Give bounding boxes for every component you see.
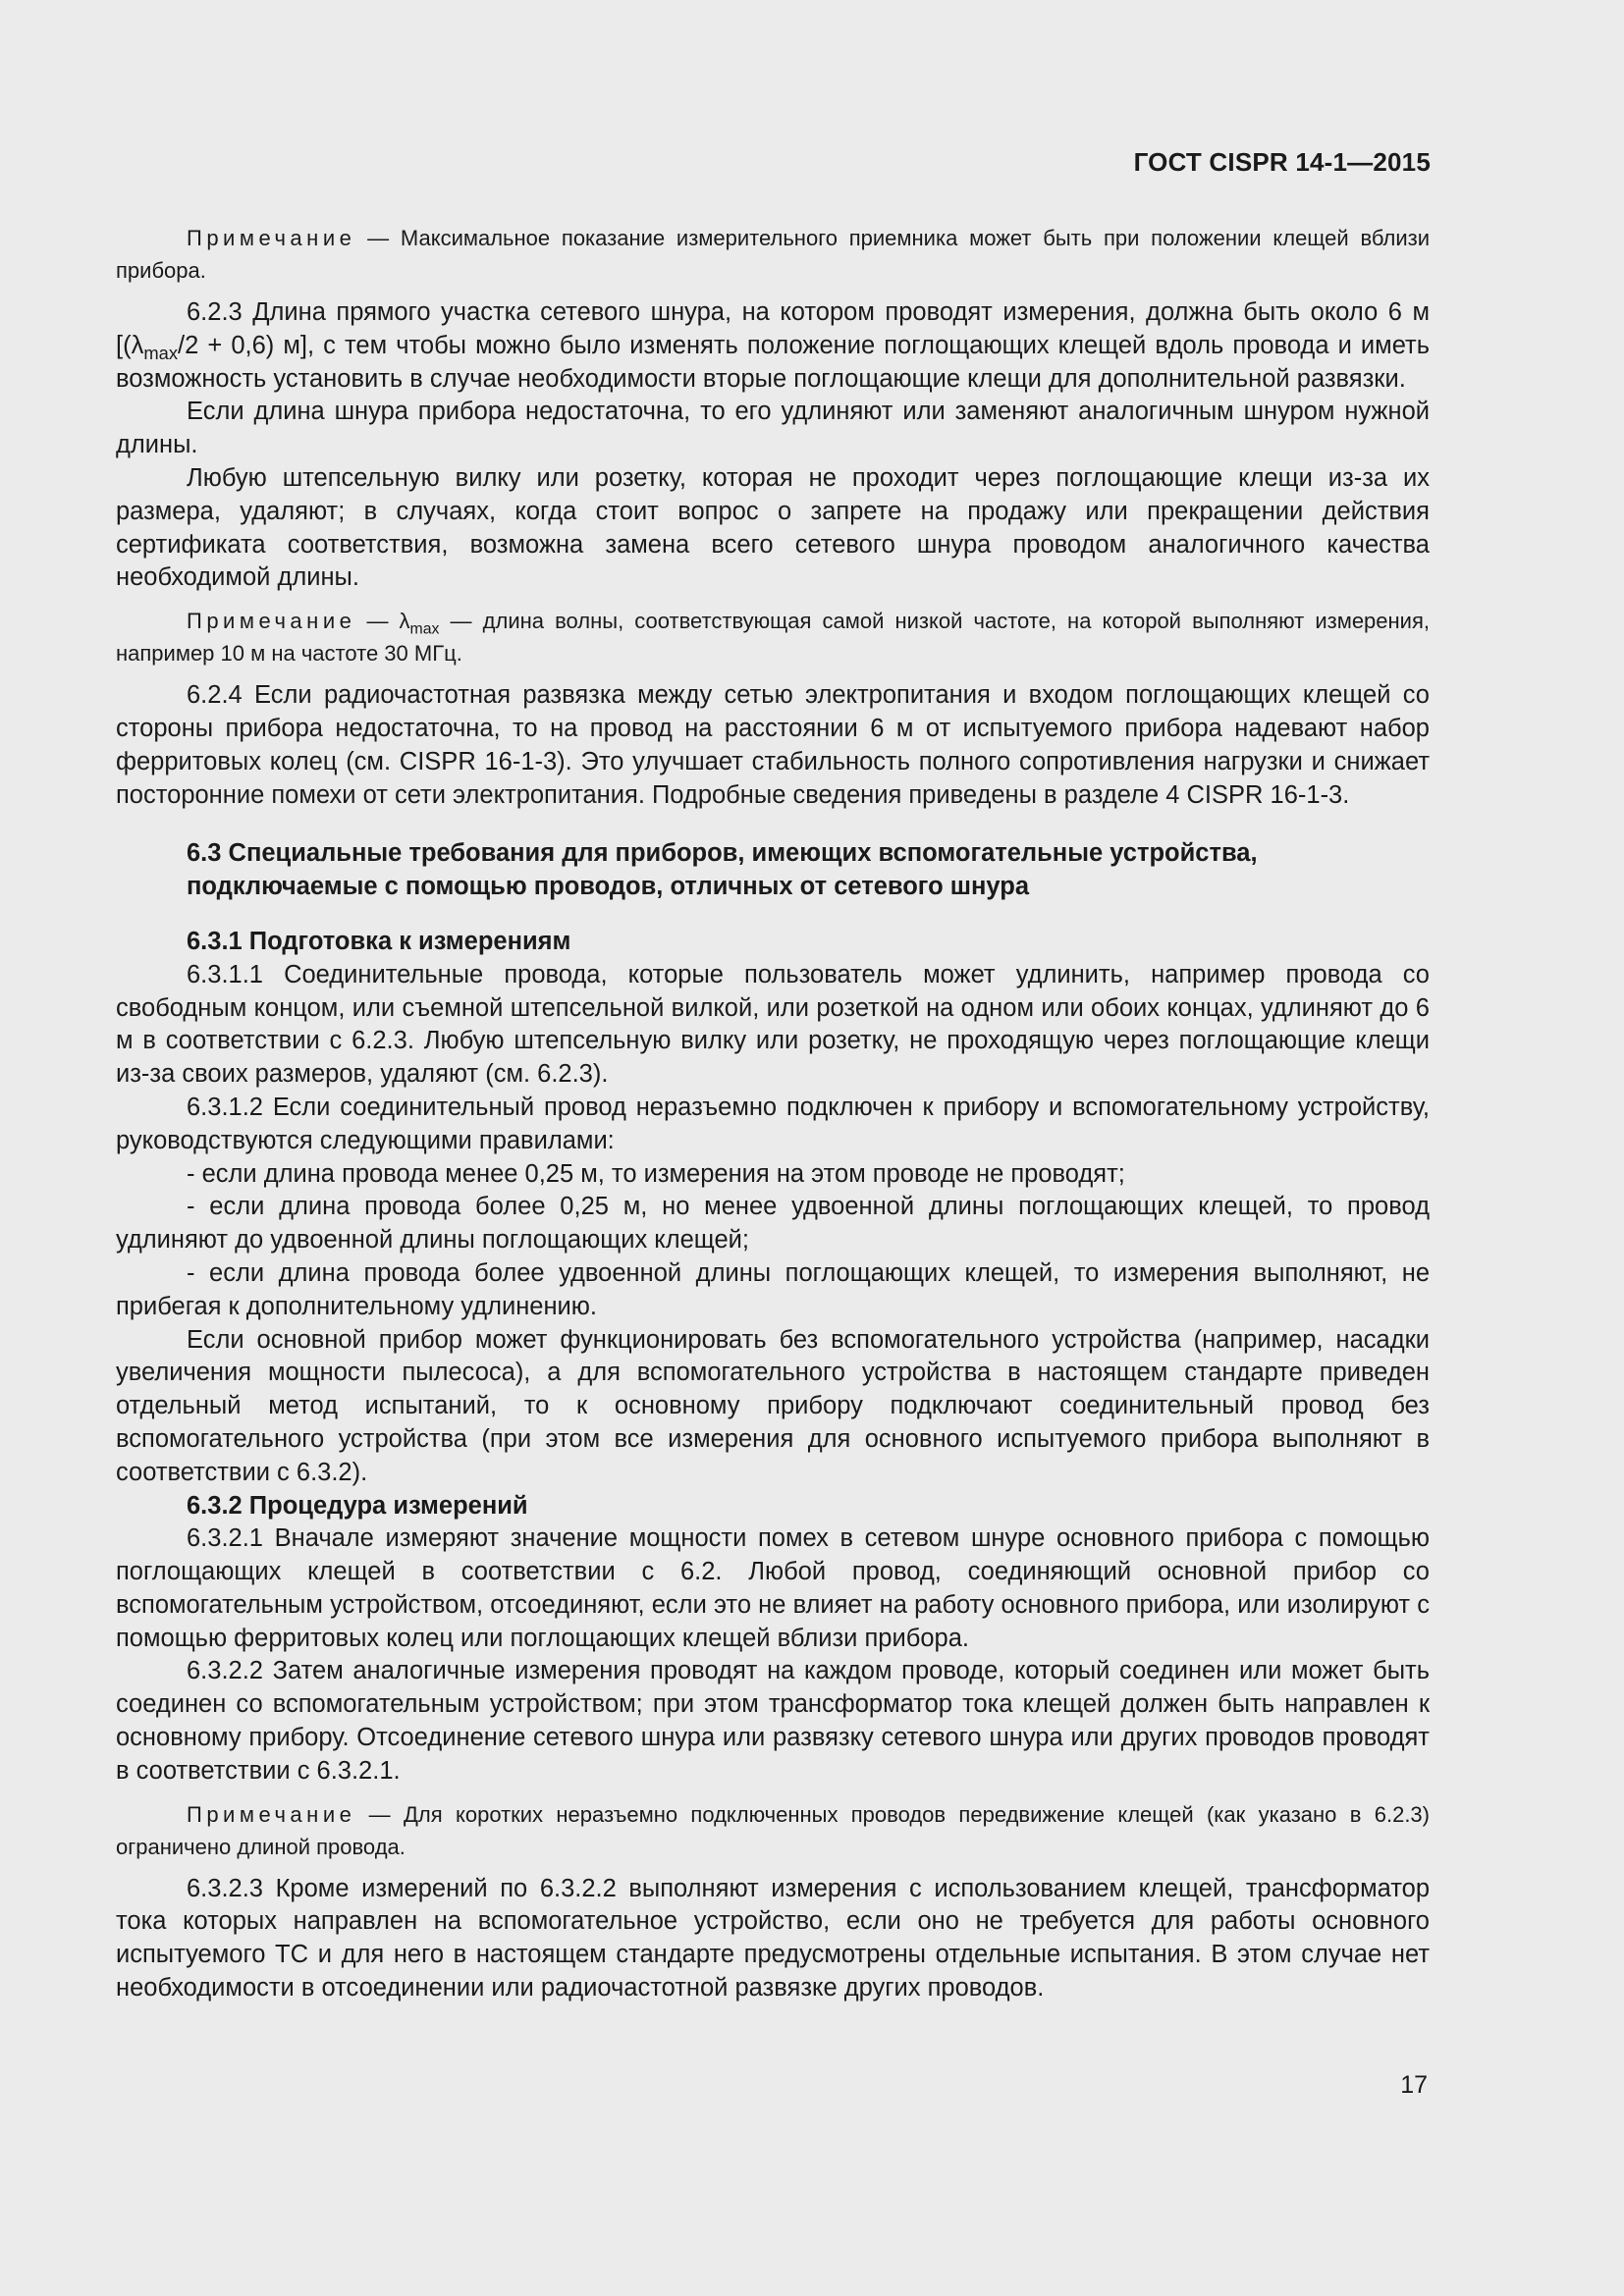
- document-header: ГОСТ CISPR 14-1—2015: [1133, 147, 1431, 177]
- note-dash: —: [355, 609, 400, 634]
- para-text: /2 + 0,6) м], с тем чтобы можно было изменять положение поглощающих клещей вдоль провода и иметь возможность установить в случае необходимости вторые поглощающие клещи для дополнительной развязки.: [116, 331, 1430, 393]
- para-text: 6.2.3 Длина прямого участка сетевого шнура, на котором проводят измерения, должна быть около 6 м [(λ: [116, 298, 1430, 359]
- list-item: - если длина провода менее 0,25 м, то измерения на этом проводе не проводят;: [187, 1159, 1125, 1188]
- section-title-line: 6.3 Специальные требования для приборов, имеющих вспомогательные устройства,: [187, 839, 1258, 868]
- note-2: [116, 605, 1430, 669]
- para-6-3-1-2: 6.3.1.2 Если соединительный провод неразъемно подключен к прибору и вспомогательному устройству, руководствуются следующими правилами:: [116, 1093, 1430, 1154]
- note-label: Примечание: [187, 226, 356, 250]
- note-dash: —: [355, 1801, 404, 1827]
- para-6-2-3-plug: Любую штепсельную вилку или розетку, которая не проходит через поглощающие клещи из-за их размера, удаляют; в случаях, когда стоит вопрос о запрете на продажу или прекращении действия сертификата соответствия, возможна замена всего сетевого шнура проводом аналогичного качества необходимой длины.: [116, 463, 1430, 592]
- section-title-line: подключаемые с помощью проводов, отличных от сетевого шнура: [187, 873, 1030, 901]
- section-6-3-title: [116, 837, 1430, 904]
- subscript-max: max: [143, 342, 179, 363]
- note-text: — длина волны, соответствующая самой низкой частоте, на которой выполняют измерения, например 10 м на частоте 30 МГц.: [116, 609, 1430, 667]
- subscript-max: max: [409, 620, 440, 638]
- page-number: 17: [1400, 2071, 1428, 2099]
- para-6-2-4: 6.2.4 Если радиочастотная развязка между сетью электропитания и входом поглощающих клещей со стороны прибора недостаточна, то на провод на расстоянии 6 м от испытуемого прибора надевают набор ферритовых колец (см. CISPR 16-1-3). Это улучшает стабильность полного сопротивления нагрузки и снижает посторонние помехи от сети электропитания. Подробные сведения приведены в разделе 4 CISPR 16-1-3.: [116, 681, 1430, 809]
- list-item: - если длина провода более удвоенной длины поглощающих клещей, то измерения выполняют, не прибегая к дополнительному удлинению.: [116, 1258, 1430, 1320]
- para-6-2-3-cord-length: Если длина шнура прибора недостаточна, то его удлиняют или заменяют аналогичным шнуром нужной длины.: [116, 398, 1430, 459]
- para-6-3-1-2-main-device: Если основной прибор может функционировать без вспомогательного устройства (например, насадки увеличения мощности пылесоса), а для вспомогательного устройства в настоящем стандарте приведен отдельный метод испытаний, то к основному прибору подключают соединительный провод без вспомогательного устройства (при этом все измерения для основного испытуемого прибора выполняют в соответствии с 6.3.2).: [116, 1325, 1430, 1486]
- subsection-6-3-1-title: 6.3.1 Подготовка к измерениям: [187, 927, 571, 955]
- list-item: - если длина провода более 0,25 м, но менее удвоенной длины поглощающих клещей, то провод удлиняют до удвоенной длины поглощающих клещей;: [116, 1193, 1430, 1255]
- note-text: Максимальное показание измерительного приемника может быть при положении клещей вблизи прибора.: [116, 226, 1431, 283]
- note-dash: —: [355, 226, 401, 250]
- para-6-3-2-3: 6.3.2.3 Кроме измерений по 6.3.2.2 выполняют измерения с использованием клещей, трансформатор тока которых направлен на вспомогательное устройство, если оно не требуется для работы основного испытуемого ТС и для него в настоящем стандарте предусмотрены отдельные испытания. В этом случае нет необходимости в отсоединении или радиочастотной развязке других проводов.: [116, 1874, 1430, 2002]
- document-body: [116, 222, 1430, 2005]
- para-6-3-2-2: 6.3.2.2 Затем аналогичные измерения проводят на каждом проводе, который соединен или может быть соединен со вспомогательным устройством; при этом трансформатор тока клещей должен быть направлен к основному прибору. Отсоединение сетевого шнура или развязку сетевого шнура или других проводов проводят в соответствии с 6.3.2.1.: [116, 1657, 1430, 1785]
- subsection-6-3-2-title: 6.3.2 Процедура измерений: [187, 1491, 528, 1520]
- para-6-3-1-1: 6.3.1.1 Соединительные провода, которые пользователь может удлинить, например провода со свободным концом, или съемной штепсельной вилкой, или розеткой на одном или обоих концах, удлиняют до 6 м в соответствии с 6.2.3. Любую штепсельную вилку или розетку, не проходящую через поглощающие клещи из-за своих размеров, удаляют (см. 6.2.3).: [116, 960, 1430, 1089]
- para-6-3-2-1: 6.3.2.1 Вначале измеряют значение мощности помех в сетевом шнуре основного прибора с помощью поглощающих клещей в соответствии с 6.2. Любой провод, соединяющий основной прибор со вспомогательным устройством, отсоединяют, если это не влияет на работу основного прибора, или изолируют с помощью ферритовых колец или поглощающих клещей вблизи прибора.: [116, 1524, 1430, 1652]
- note-1: [116, 222, 1430, 287]
- para-6-2-3: [116, 296, 1430, 396]
- note-label: Примечание: [187, 609, 356, 634]
- note-text: Для коротких неразъемно подключенных проводов передвижение клещей (как указано в 6.2.3) ограничено длиной провода.: [116, 1801, 1430, 1859]
- note-label: Примечание: [187, 1801, 356, 1827]
- note-3: [116, 1798, 1430, 1863]
- lambda-symbol: λ: [399, 609, 410, 634]
